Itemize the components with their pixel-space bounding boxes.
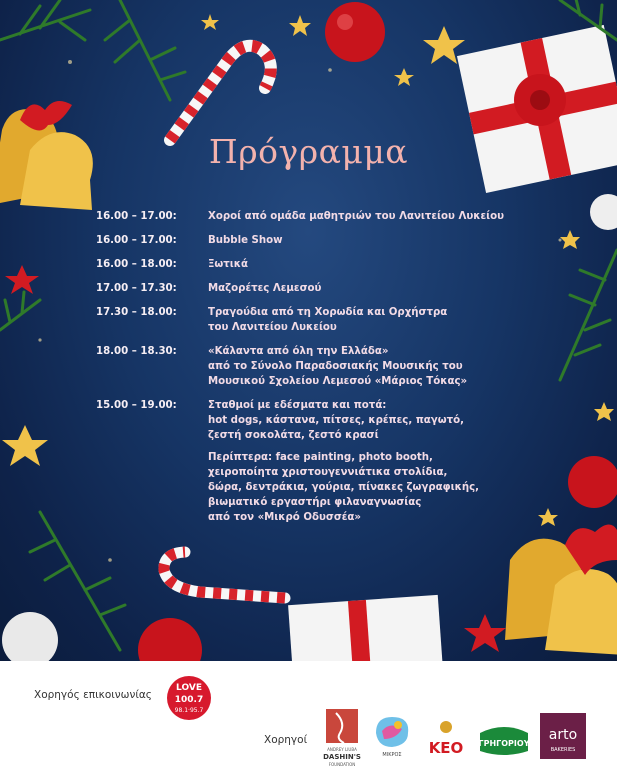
svg-text:FOUNDATION: FOUNDATION <box>328 762 356 767</box>
schedule-list <box>96 209 536 525</box>
schedule-description <box>208 398 536 443</box>
arto-bakeries-logo <box>540 713 586 759</box>
description-line: hot dogs, κάστανα, πίτσες, κρέπες, παγωτό, <box>208 415 464 426</box>
red-ornament-icon <box>325 2 385 62</box>
description-line: βιωματικό εργαστήρι φιλαναγνωσίας <box>208 497 422 508</box>
page-title: Πρόγραμμα <box>208 132 409 171</box>
white-ornament-icon <box>2 612 58 661</box>
sponsor-footer <box>0 661 617 773</box>
schedule-row <box>96 305 536 335</box>
sponsors-label: Χορηγοί <box>264 734 308 746</box>
schedule-time: 17.00 – 17.30: <box>96 283 177 294</box>
svg-text:100.7: 100.7 <box>174 695 204 705</box>
grigoriou-logo <box>476 723 532 759</box>
description-line: από το Σύνολο Παραδοσιακής Μουσικής του <box>208 361 463 372</box>
description-line: Ξωτικά <box>208 259 248 270</box>
pine-branch-top-left <box>0 0 185 100</box>
schedule-description <box>208 281 536 296</box>
schedule-time: 16.00 – 18.00: <box>96 259 177 270</box>
description-line: Τραγούδια από τη Χορωδία και Ορχήστρα <box>208 307 448 318</box>
keo-logo <box>424 719 468 759</box>
description-line: Χοροί από ομάδα μαθητριών του Λανιτείου Λυκείου <box>208 211 504 222</box>
description-line: από τον «Μικρό Οδυσσέα» <box>208 512 362 523</box>
description-line: Bubble Show <box>208 235 283 246</box>
schedule-time: 18.00 – 18.30: <box>96 346 177 357</box>
gift-box-icon <box>288 595 443 661</box>
red-star-icon <box>464 614 506 652</box>
red-ornament-icon <box>568 456 617 508</box>
description-line: Σταθμοί με εδέσματα και ποτά: <box>208 400 387 411</box>
schedule-description <box>208 233 536 248</box>
schedule-row <box>96 257 536 272</box>
schedule-row <box>96 398 536 443</box>
golden-bells-icon <box>505 524 617 655</box>
svg-text:KEO: KEO <box>428 739 464 757</box>
candy-cane-icon <box>170 46 271 140</box>
schedule-description <box>208 344 536 389</box>
description-line: «Κάλαντα από όλη την Ελλάδα» <box>208 346 389 357</box>
schedule-row <box>96 281 536 296</box>
booths-description <box>208 450 536 525</box>
schedule-description <box>208 209 536 224</box>
schedule-time: 17.30 – 18.00: <box>96 307 177 318</box>
red-star-icon <box>5 265 39 294</box>
love-radio-logo <box>166 675 212 721</box>
svg-text:ΜΙΚΡΟΣ: ΜΙΚΡΟΣ <box>382 752 402 758</box>
schedule-row <box>96 344 536 389</box>
schedule-time: 16.00 – 17.00: <box>96 235 177 246</box>
description-line: Μαζορέτες Λεμεσού <box>208 283 322 294</box>
svg-text:ΓΡΗΓΟΡΙΟΥ: ΓΡΗΓΟΡΙΟΥ <box>478 739 530 748</box>
red-ornament-icon <box>138 618 202 661</box>
description-line: Περίπτερα: face painting, photo booth, <box>208 452 433 463</box>
schedule-row <box>96 233 536 248</box>
candy-cane-icon <box>164 552 285 598</box>
svg-text:arto: arto <box>548 727 578 743</box>
schedule-description <box>208 257 536 272</box>
description-line: δώρα, δεντράκια, γούρια, πίνακες ζωγραφικής, <box>208 482 479 493</box>
description-line: Μουσικού Σχολείου Λεμεσού «Μάριος Τόκας» <box>208 376 468 387</box>
communication-sponsor-label: Χορηγός επικοινωνίας <box>34 689 152 701</box>
svg-text:DASHIN'S: DASHIN'S <box>323 753 361 761</box>
schedule-description <box>208 305 536 335</box>
svg-text:LOVE: LOVE <box>176 683 202 693</box>
dashin-foundation-logo <box>318 707 366 771</box>
schedule-row <box>96 209 536 224</box>
description-line: ζεστή σοκολάτα, ζεστό κρασί <box>208 430 379 441</box>
schedule-time: 15.00 – 19.00: <box>96 400 177 411</box>
schedule-time: 16.00 – 17.00: <box>96 211 177 222</box>
svg-text:98.1·95.7: 98.1·95.7 <box>174 707 204 714</box>
description-line: χειροποίητα χριστουγεννιάτικα στολίδια, <box>208 467 448 478</box>
svg-text:BAKERIES: BAKERIES <box>550 747 576 753</box>
white-ornament-icon <box>590 194 617 230</box>
mikros-odysseas-logo <box>368 711 416 759</box>
svg-text:ANDREY LIUBA: ANDREY LIUBA <box>327 747 357 752</box>
description-line: του Λανιτείου Λυκείου <box>208 322 337 333</box>
